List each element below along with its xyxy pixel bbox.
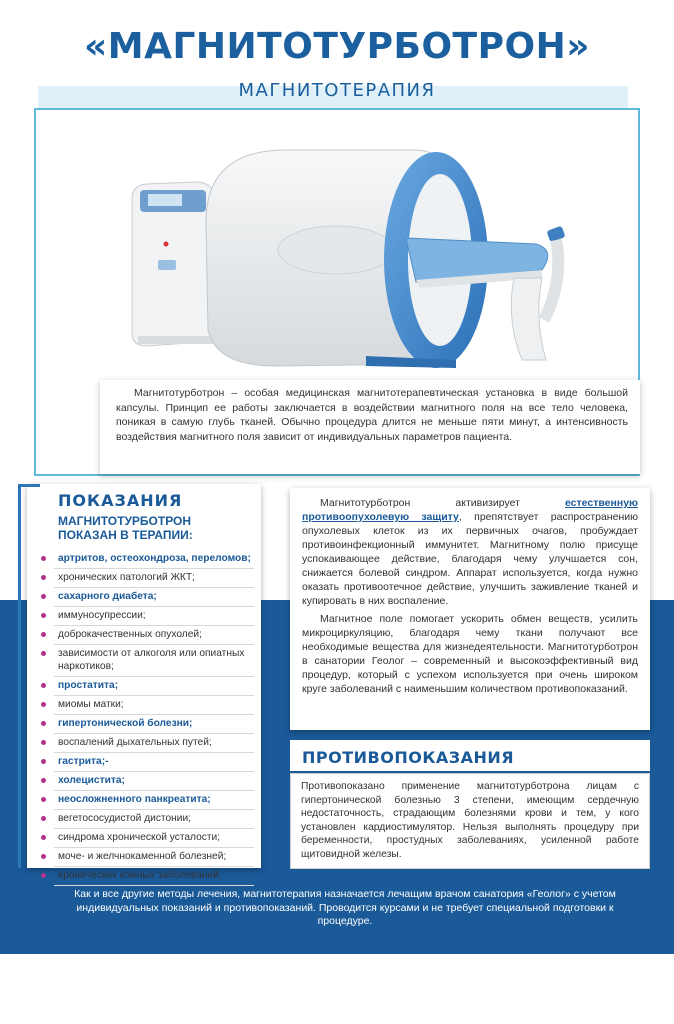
list-item: холецистита; — [54, 772, 254, 791]
list-item: моче- и желчнокаменной болезней; — [54, 848, 254, 867]
action-text: , препятствует распространению опухолевых клеток из их первичных очагов, пробуждает противоинфекционный иммунитет. Магнитному полю присуще успокаивающее действие, благодаря чему улучшается сон, снижается болевой синдром. Аппарат используется, когда нужно оказать противоотечное действие, улучшить заживление тканей и купировать в них воспаление. — [302, 511, 638, 607]
list-item: вегетососудистой дистонии; — [54, 810, 254, 829]
list-item: миомы матки; — [54, 696, 254, 715]
action-description — [290, 488, 650, 730]
list-item: гипертонической болезни; — [54, 715, 254, 734]
indications-subheading: МАГНИТОТУРБОТРОН ПОКАЗАН В ТЕРАПИИ: — [58, 514, 193, 542]
indications-heading: ПОКАЗАНИЯ — [58, 491, 183, 510]
page-title: «МАГНИТОТУРБОТРОН» — [84, 26, 590, 67]
page-subtitle: МАГНИТОТЕРАПИЯ — [238, 80, 436, 101]
list-item: синдрома хронической усталости; — [54, 829, 254, 848]
action-paragraph-2: Магнитное поле помогает ускорить обмен веществ, усилить микроциркуляцию, благодаря чему ткани получают все необходимые вещества для жизнедеятельности. Магнитотурботрон в санатории Геолог – современный и высокоэффективный вид процедур, который с успехом используется при очень широком круге заболеваний с наименьшим количеством противопоказаний. — [302, 613, 638, 695]
footer-note: Как и все другие методы лечения, магнитотерапия назначается лечащим врачом санатория «Геолог» с учетом индивидуальных показаний и противопоказаний. Проводится курсами и не требует специальной подготовки к процедуре. — [74, 888, 616, 927]
action-text: Магнитотурботрон активизирует — [320, 497, 565, 509]
indications-list — [54, 550, 254, 886]
action-paragraph-1 — [302, 496, 638, 608]
action-highlight: естественную противоопухолевую защиту — [302, 497, 638, 523]
list-item: доброкачественных опухолей; — [54, 626, 254, 645]
indications-accent-bracket — [18, 484, 40, 868]
intro-description: Магнитотурботрон – особая медицинская магнитотерапевтическая установка в виде большой капсулы. Принцип ее работы заключается в воздействии магнитного поля на все тело человека, поникая в самую глубь тканей. Обычно процедура длится не меньше пяти минут, а интенсивность воздействия магнитного поля зависит от индивидуальных параметров пациента. — [100, 380, 640, 474]
list-item: гастрита;- — [54, 753, 254, 772]
list-item: хронических патологий ЖКТ; — [54, 569, 254, 588]
list-item: хронических кожных заболеваний. — [54, 867, 254, 886]
list-item: воспалений дыхательных путей; — [54, 734, 254, 753]
list-item: простатита; — [54, 677, 254, 696]
list-item: артритов, остеохондроза, переломов; — [54, 550, 254, 569]
list-item: сахарного диабета; — [54, 588, 254, 607]
contraindications-heading: ПРОТИВОПОКАЗАНИЯ — [302, 748, 515, 767]
list-item: неосложненного панкреатита; — [54, 791, 254, 810]
list-item: зависимости от алкоголя или опиатных наркотиков; — [54, 645, 254, 677]
list-item: иммуносупрессии; — [54, 607, 254, 626]
contraindications-text: Противопоказано применение магнитотурботрона лицам с гипертонической болезнью 3 степени, имеющим сердечную недостаточность, страдающим болезнями крови и тем, у кого установлен кардиостимулятор. Нельзя выполнять процедуру при беременности, простудных заболеваниях, усиленной работе щитовидной железы. — [290, 773, 650, 869]
